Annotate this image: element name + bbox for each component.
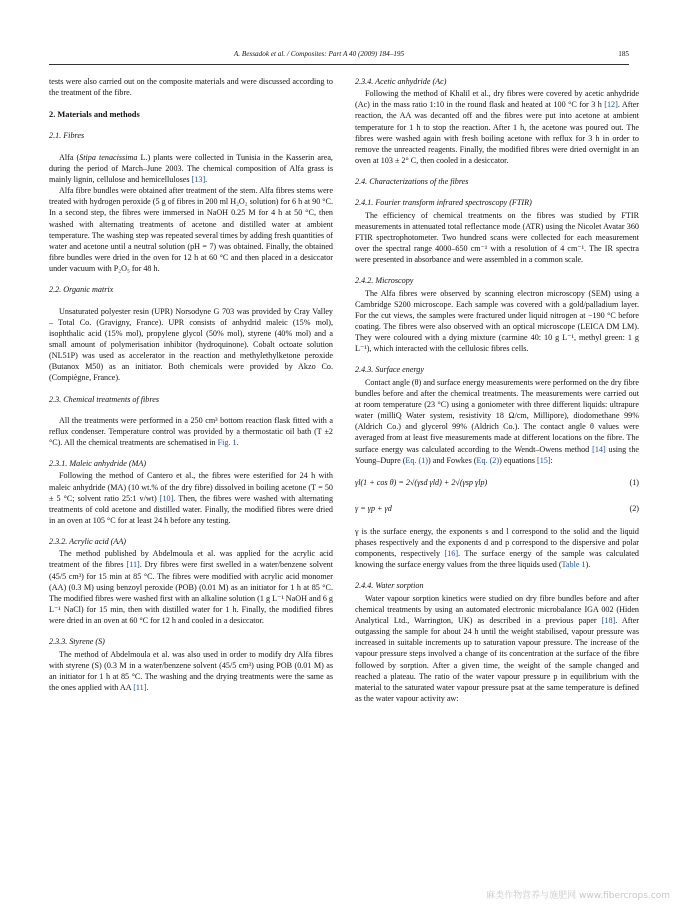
equation-2-number: (2) [629,504,639,514]
reference-link[interactable]: [16] [444,549,459,559]
paragraph: Following the method of Cantero et al., the fibres were esterified for 24 h with maleic anhydride (MA) (10 wt.% of the dry fibre) dissolved in boiling acetone (T = 50 ± 5 °C; solvent ratio 25:1 v/wt) [10]. Then, the fibres were washed with alternating treatments of cold acetone and distilled water. Finally, the modified fibres were dried in an oven at 105 °C for at least 24 h before any testing. [49,471,334,525]
reference-link[interactable]: [10] [159,493,174,503]
reference-link[interactable]: [18] [601,615,616,625]
paragraph: Following the method of Khalil et al., dry fibres were covered by acetic anhydride (Ac) in the mass ratio 1:10 in the round flask and heated at 100 °C for 3 h [12]. After reaction, the AA was decanted off and the fibres were put into acetone at ambient temperature for 1 h to stop the reaction. After 1 h, the acetone was poured out. The fibres were washed again with fresh boiling acetone with reflux for 3 h in order to remove the unreacted reagents. Finally, the modified fibres were dried overnight in an oven at 103 ± 2° C, then cooled in a desiccator. [355,89,639,166]
subsubsection-heading: 2.3.4. Acetic anhydride (Ac) [355,77,447,86]
equation-2-body: γ = γp + γd [355,504,392,514]
table-link[interactable]: Table 1 [561,560,586,570]
paragraph: Unsaturated polyester resin (UPR) Norsodyne G 703 was provided by Cray Valley – Total Co. (Gravigny, France). UPR consists of anhydrid maleic (15% mol), isophthalic acid (15% mol), propylene glycol (50% mol), styrene (40% mol) and a small amount of polymerisation inhibitor (hydroquinone). Cobalt octoate solution (NL51P) was used as accelerator in the reaction and methylethylketone peroxide (Butanox M50) as an initiator. Both chemicals were provided by Akzo Co. (Compiègne, France). [49,306,333,383]
paragraph: All the treatments were performed in a 250 cm³ bottom reaction flask fitted with a reflux condenser. Temperature control was provided by a thermostatic oil bath (T ±2 °C). All the chemical treatments are schematised in Fig. 1. [49,415,333,448]
running-citation: A. Bessadok et al. / Composites: Part A 40 (2009) 184–195 [233,50,405,58]
subsubsection-heading: 2.3.3. Styrene (S) [49,637,105,647]
paragraph: The method of Abdelmoula et al. was also used in order to modify dry Alfa fibres with styrene (S) (0.3 M in a water/benzene solvent (45/5 cm³) using POB (0.01 M) as an initiator for 1 h at 85 °C. The washing and the drying treatments were the same as the ones applied with AA [11]. [49,649,333,693]
paragraph: Alfa fibre bundles were obtained after treatment of the stem. Alfa fibres stems were treated with hydrogen peroxide (5 g of fibres in 200 ml H₂O₂ solution) for 6 h at 90 °C. In a second step, the fibres were immersed in NaOH 0.25 M for 4 h at 50 °C, then washed with alternating treatments of acetone and distilled water at ambient temperature. The washing step was repeated several times by adding fresh quantities of water and acetone until a neutral solution (pH = 7) was obtained. Finally, the obtained fibre bundles were dried in the oven for 12 h at 60 °C and then placed in a desiccator under vacuum with P₂O₅ for 48 h. [49,186,333,274]
equation-link[interactable]: Eq. (1) [405,455,428,465]
paragraph: Alfa (Stipa tenacissima L.) plants were collected in Tunisia in the Kasserin area, during the period of March–June 2003. The chemical composition of Alfa grass is mainly lignin, cellulose and hemicelluloses [13]. [49,152,333,184]
subsection-heading: 2.2. Organic matrix [49,285,114,295]
paragraph: Water vapour sorption kinetics were studied on dry fibre bundles before and after chemical treatments by using an automated electronic microbalance IGA 002 (Hiden Analytical Ltd., Warrington, UK) as described in a previous paper [18]. After outgassing the sample for about 24 h until the weight stabilised, vapour pressure was increased in suitable increments up to saturation vapour pressure. The increase of the vapour pressure steps involved a change of its concentration at the surface of the fibre followed by sorption. After a given time, the weight of the sample changed and reached a plateau. The ratio of the water vapour pressure p in equilibrium with the material to the saturated water vapour pressure psat at the same temperature is defined as the water vapour activity aw: [355,593,639,704]
page-header [49,50,629,64]
paragraph: The method published by Abdelmoula et al. was applied for the acrylic acid treatment of the fibres [11]. Dry fibres were first swelled in a water/benzene solvent (45/5 cm³) for 15 min at 85 °C. The fibres were modified with acrylic acid monomer (AA) (0.3 M) using benzoyl peroxide (POB) (0.01 M) as an initiator for 1 h at 85 °C. The modified fibres were washed first with an alkaline solution (1 g L⁻¹ NaOH and 6 g L⁻¹ NaCl) for 15 min, then with distilled water for 1 h. Finally, the modified fibres were dried in an oven at 60 °C for 12 h and cooled in a desiccator. [49,549,334,626]
subsubsection-heading: 2.3.2. Acrylic acid (AA) [49,537,127,547]
reference-link[interactable]: [11] [126,560,140,570]
subsection-heading: 2.4. Characterizations of the fibres [355,177,469,187]
paragraph: The efficiency of chemical treatments on the fibres was studied by FTIR measurements in attenuated total reflectance mode (ATR) using the Nicolet Avatar 360 FTIR spectrophotometer. Two hundred scans were collected for each measurement over the spectral range 4000–650 cm⁻¹ with a resolution of 4 cm⁻¹. The IR spectra were presented in absorbance and were assembled in a common scale. [355,210,639,265]
right-column [355,76,639,704]
equation-link[interactable]: Eq. (2) [476,455,500,465]
reference-link[interactable]: [15] [537,455,551,465]
paragraph: γ is the surface energy, the exponents s and l correspond to the solid and the liquid phases respectively and the exponents d and p correspond to the dispersive and polar components, respectively [16]. The surface energy of the sample was calculated knowing the surface energy values from the three liquids used (Table 1). [355,526,639,570]
paragraph: Contact angle (θ) and surface energy measurements were performed on the dry fibre bundles before and after the chemical treatments. The measurements were carried out at room temperature (23 °C) using a goniometer with three different liquids: ultrapure water (milliQ Water system, resistivity 18 Ω/cm, Millipore), diodomethane 99% (Aldrich Co.) and glycerol 99% (Aldrich Co.). The contact angle θ values were averaged from at least five measurements made at different locations on the fibre. The surface energy was calculated according to the Wendt–Owens method [14] using the Young–Dupre (Eq. (1)) and Fowkes (Eq. (2)) equations [15]: [355,377,640,465]
subsection-heading: 2.1. Fibres [49,131,85,141]
equation-1-number: (1) [629,478,639,488]
reference-link[interactable]: [11] [133,683,147,693]
header-rule [49,64,629,65]
subsubsection-heading: 2.3.1. Maleic anhydride (MA) [49,459,147,469]
subsubsection-heading: 2.4.1. Fourier transform infrared spectroscopy (FTIR) [355,198,532,208]
subsubsection-heading: 2.4.3. Surface energy [355,365,424,375]
paragraph: The Alfa fibres were observed by scanning electron microscopy (SEM) using a Cambridge S200 microscope. Each sample was covered with a gold/palladium layer. For the cut views, the samples were fractured under liquid nitrogen at −190 °C before coating. The fibres were also observed with an optical microscope (LEICA DM LM). They were coloured with a dying mixture (carmine 40: 10 g L⁻¹, methyl green: 1 g L⁻¹), which interacted with the cellulosic fibres cells. [355,288,639,354]
reference-link[interactable]: [13] [191,174,206,184]
equation-1 [355,474,639,492]
page-number: 185 [618,50,629,58]
subsubsection-heading: 2.4.4. Water sorption [355,581,424,591]
reference-link[interactable]: [12] [604,100,618,110]
site-watermark: 麻类作物营养与施肥网 www.fibercrops.com [486,891,670,901]
equation-2 [355,500,639,518]
reference-link[interactable]: [14] [592,444,606,454]
subsubsection-heading: 2.4.2. Microscopy [355,276,414,286]
left-column [49,76,333,693]
equation-1-body: γl(1 + cos θ) = 2√(γsd γld) + 2√(γsp γlp) [355,478,488,488]
figure-link[interactable]: Fig. 1 [217,438,237,448]
subsection-heading: 2.3. Chemical treatments of fibres [49,394,159,404]
intro-paragraph: tests were also carried out on the composite materials and were discussed according to the treatment of the fibre. [49,77,333,98]
section-heading: 2. Materials and methods [49,110,140,120]
